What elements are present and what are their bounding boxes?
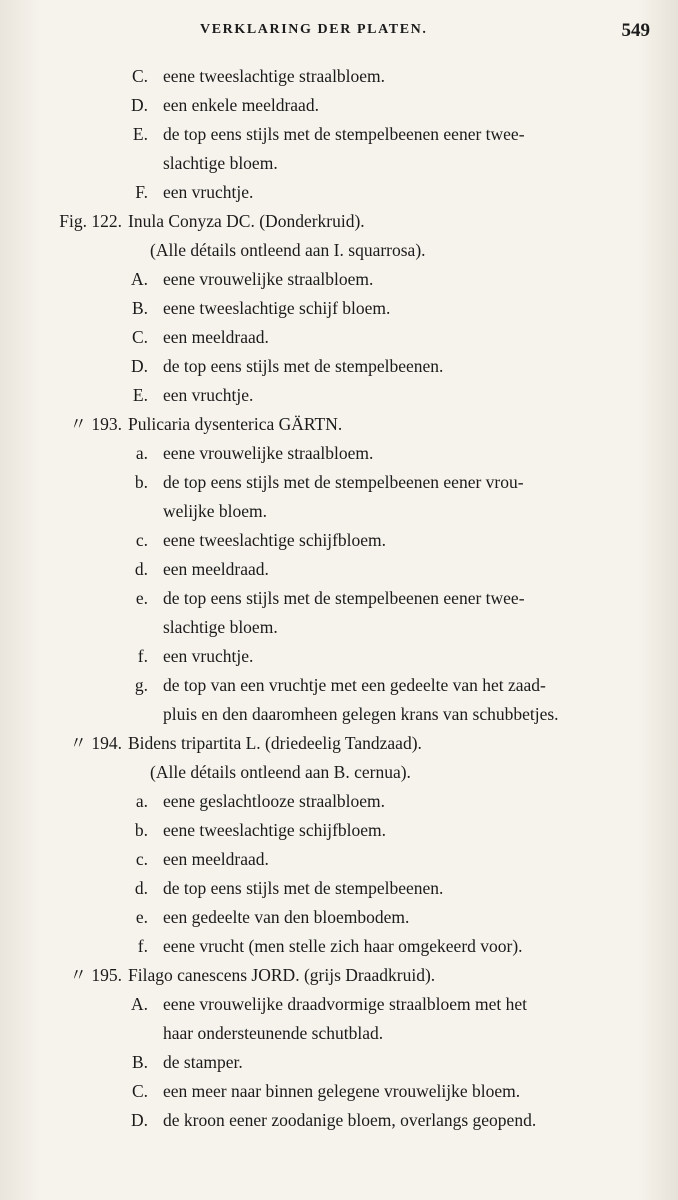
- legend-item: [0, 91, 678, 120]
- legend-line: [0, 700, 678, 729]
- legend-item: [0, 642, 678, 671]
- item-text: een meeldraad.: [163, 327, 269, 347]
- item-text: een meeldraad.: [163, 559, 269, 579]
- item-text: een vruchtje.: [163, 646, 254, 666]
- legend-line: [0, 1019, 678, 1048]
- item-marker: d.: [134, 878, 148, 898]
- legend-item: [0, 816, 678, 845]
- running-title: VERKLARING DER PLATEN.: [200, 22, 428, 37]
- page-number: 549: [621, 20, 650, 41]
- item-text: de top eens stijls met de stempelbeenen eener vrou-: [163, 472, 524, 492]
- item-marker: a.: [135, 791, 148, 811]
- item-text: een gedeelte van den bloembodem.: [163, 907, 410, 927]
- figure-legend-list: [0, 62, 678, 1135]
- legend-item: [0, 1106, 678, 1135]
- item-marker: b.: [134, 820, 148, 840]
- legend-item: [0, 845, 678, 874]
- item-text: de top eens stijls met de stempelbeenen.: [163, 878, 444, 898]
- figure-heading: [0, 729, 678, 758]
- item-marker: D.: [130, 95, 148, 115]
- item-marker: F.: [135, 182, 148, 202]
- item-text: een meer naar binnen gelegene vrouwelijke bloem.: [163, 1081, 521, 1101]
- item-marker: A.: [130, 269, 148, 289]
- item-marker: c.: [135, 849, 148, 869]
- legend-item: [0, 323, 678, 352]
- item-marker: f.: [137, 646, 148, 666]
- item-marker: E.: [132, 385, 148, 405]
- legend-line: [0, 236, 678, 265]
- item-text: eene tweeslachtige schijfbloem.: [163, 820, 387, 840]
- item-text: pluis en den daaromheen gelegen krans van schubbetjes.: [163, 704, 559, 724]
- item-text: haar ondersteunende schutblad.: [163, 1023, 384, 1043]
- item-marker: C.: [131, 1081, 148, 1101]
- item-text: de top eens stijls met de stempelbeenen.: [163, 356, 444, 376]
- item-marker: g.: [134, 675, 148, 695]
- item-text: slachtige bloem.: [163, 617, 278, 637]
- legend-item: [0, 352, 678, 381]
- item-marker: b.: [134, 472, 148, 492]
- item-text: een vruchtje.: [163, 182, 254, 202]
- item-marker: A.: [130, 994, 148, 1014]
- legend-line: [0, 758, 678, 787]
- page-header: [0, 18, 678, 46]
- figure-heading: [0, 207, 678, 236]
- legend-item: [0, 178, 678, 207]
- item-text: eene tweeslachtige schijf bloem.: [163, 298, 391, 318]
- item-marker: D.: [130, 356, 148, 376]
- legend-item: [0, 671, 678, 700]
- item-marker: e.: [135, 907, 148, 927]
- item-text: een vruchtje.: [163, 385, 254, 405]
- item-marker: D.: [130, 1110, 148, 1130]
- legend-line: [0, 613, 678, 642]
- item-text: (Alle détails ontleend aan B. cernua).: [150, 762, 411, 782]
- legend-item: [0, 903, 678, 932]
- legend-line: [0, 497, 678, 526]
- item-text: Bidens tripartita L. (driedeelig Tandzaad).: [128, 733, 422, 753]
- legend-item: [0, 439, 678, 468]
- item-text: een meeldraad.: [163, 849, 269, 869]
- legend-item: [0, 526, 678, 555]
- item-text: de stamper.: [163, 1052, 243, 1072]
- legend-item: [0, 990, 678, 1019]
- item-text: de top eens stijls met de stempelbeenen eener twee-: [163, 588, 525, 608]
- legend-item: [0, 555, 678, 584]
- item-marker: 〃 194.: [69, 733, 122, 753]
- legend-item: [0, 468, 678, 497]
- item-text: eene geslachtlooze straalbloem.: [163, 791, 386, 811]
- legend-item: [0, 787, 678, 816]
- item-marker: e.: [135, 588, 148, 608]
- legend-line: [0, 149, 678, 178]
- legend-item: [0, 932, 678, 961]
- item-marker: B.: [131, 1052, 148, 1072]
- legend-item: [0, 1077, 678, 1106]
- item-text: eene vrouwelijke straalbloem.: [163, 269, 374, 289]
- legend-item: [0, 1048, 678, 1077]
- legend-item: [0, 584, 678, 613]
- item-marker: 〃 195.: [69, 965, 122, 985]
- item-text: eene vrouwelijke draadvormige straalbloem met het: [163, 994, 527, 1014]
- legend-item: [0, 62, 678, 91]
- item-text: de top eens stijls met de stempelbeenen eener twee-: [163, 124, 525, 144]
- item-text: eene vrucht (men stelle zich haar omgekeerd voor).: [163, 936, 523, 956]
- item-text: slachtige bloem.: [163, 153, 278, 173]
- legend-item: [0, 381, 678, 410]
- item-marker: a.: [135, 443, 148, 463]
- legend-item: [0, 265, 678, 294]
- item-marker: B.: [131, 298, 148, 318]
- legend-item: [0, 294, 678, 323]
- legend-item: [0, 120, 678, 149]
- item-text: Filago canescens JORD. (grijs Draadkruid).: [128, 965, 436, 985]
- item-marker: c.: [135, 530, 148, 550]
- legend-item: [0, 874, 678, 903]
- item-text: een enkele meeldraad.: [163, 95, 319, 115]
- item-text: (Alle détails ontleend aan I. squarrosa).: [150, 240, 426, 260]
- item-marker: E.: [132, 124, 148, 144]
- item-marker: C.: [131, 327, 148, 347]
- item-marker: 〃 193.: [69, 414, 122, 434]
- item-text: welijke bloem.: [163, 501, 268, 521]
- item-text: de kroon eener zoodanige bloem, overlangs geopend.: [163, 1110, 537, 1130]
- item-text: eene tweeslachtige schijfbloem.: [163, 530, 387, 550]
- item-text: de top van een vruchtje met een gedeelte van het zaad-: [163, 675, 546, 695]
- item-text: Inula Conyza DC. (Donderkruid).: [128, 211, 365, 231]
- item-text: Pulicaria dysenterica GÄRTN.: [128, 414, 343, 434]
- item-marker: C.: [131, 66, 148, 86]
- item-marker: f.: [137, 936, 148, 956]
- item-marker: Fig. 122.: [59, 211, 122, 231]
- item-text: eene vrouwelijke straalbloem.: [163, 443, 374, 463]
- item-marker: d.: [134, 559, 148, 579]
- figure-heading: [0, 961, 678, 990]
- item-text: eene tweeslachtige straalbloem.: [163, 66, 386, 86]
- figure-heading: [0, 410, 678, 439]
